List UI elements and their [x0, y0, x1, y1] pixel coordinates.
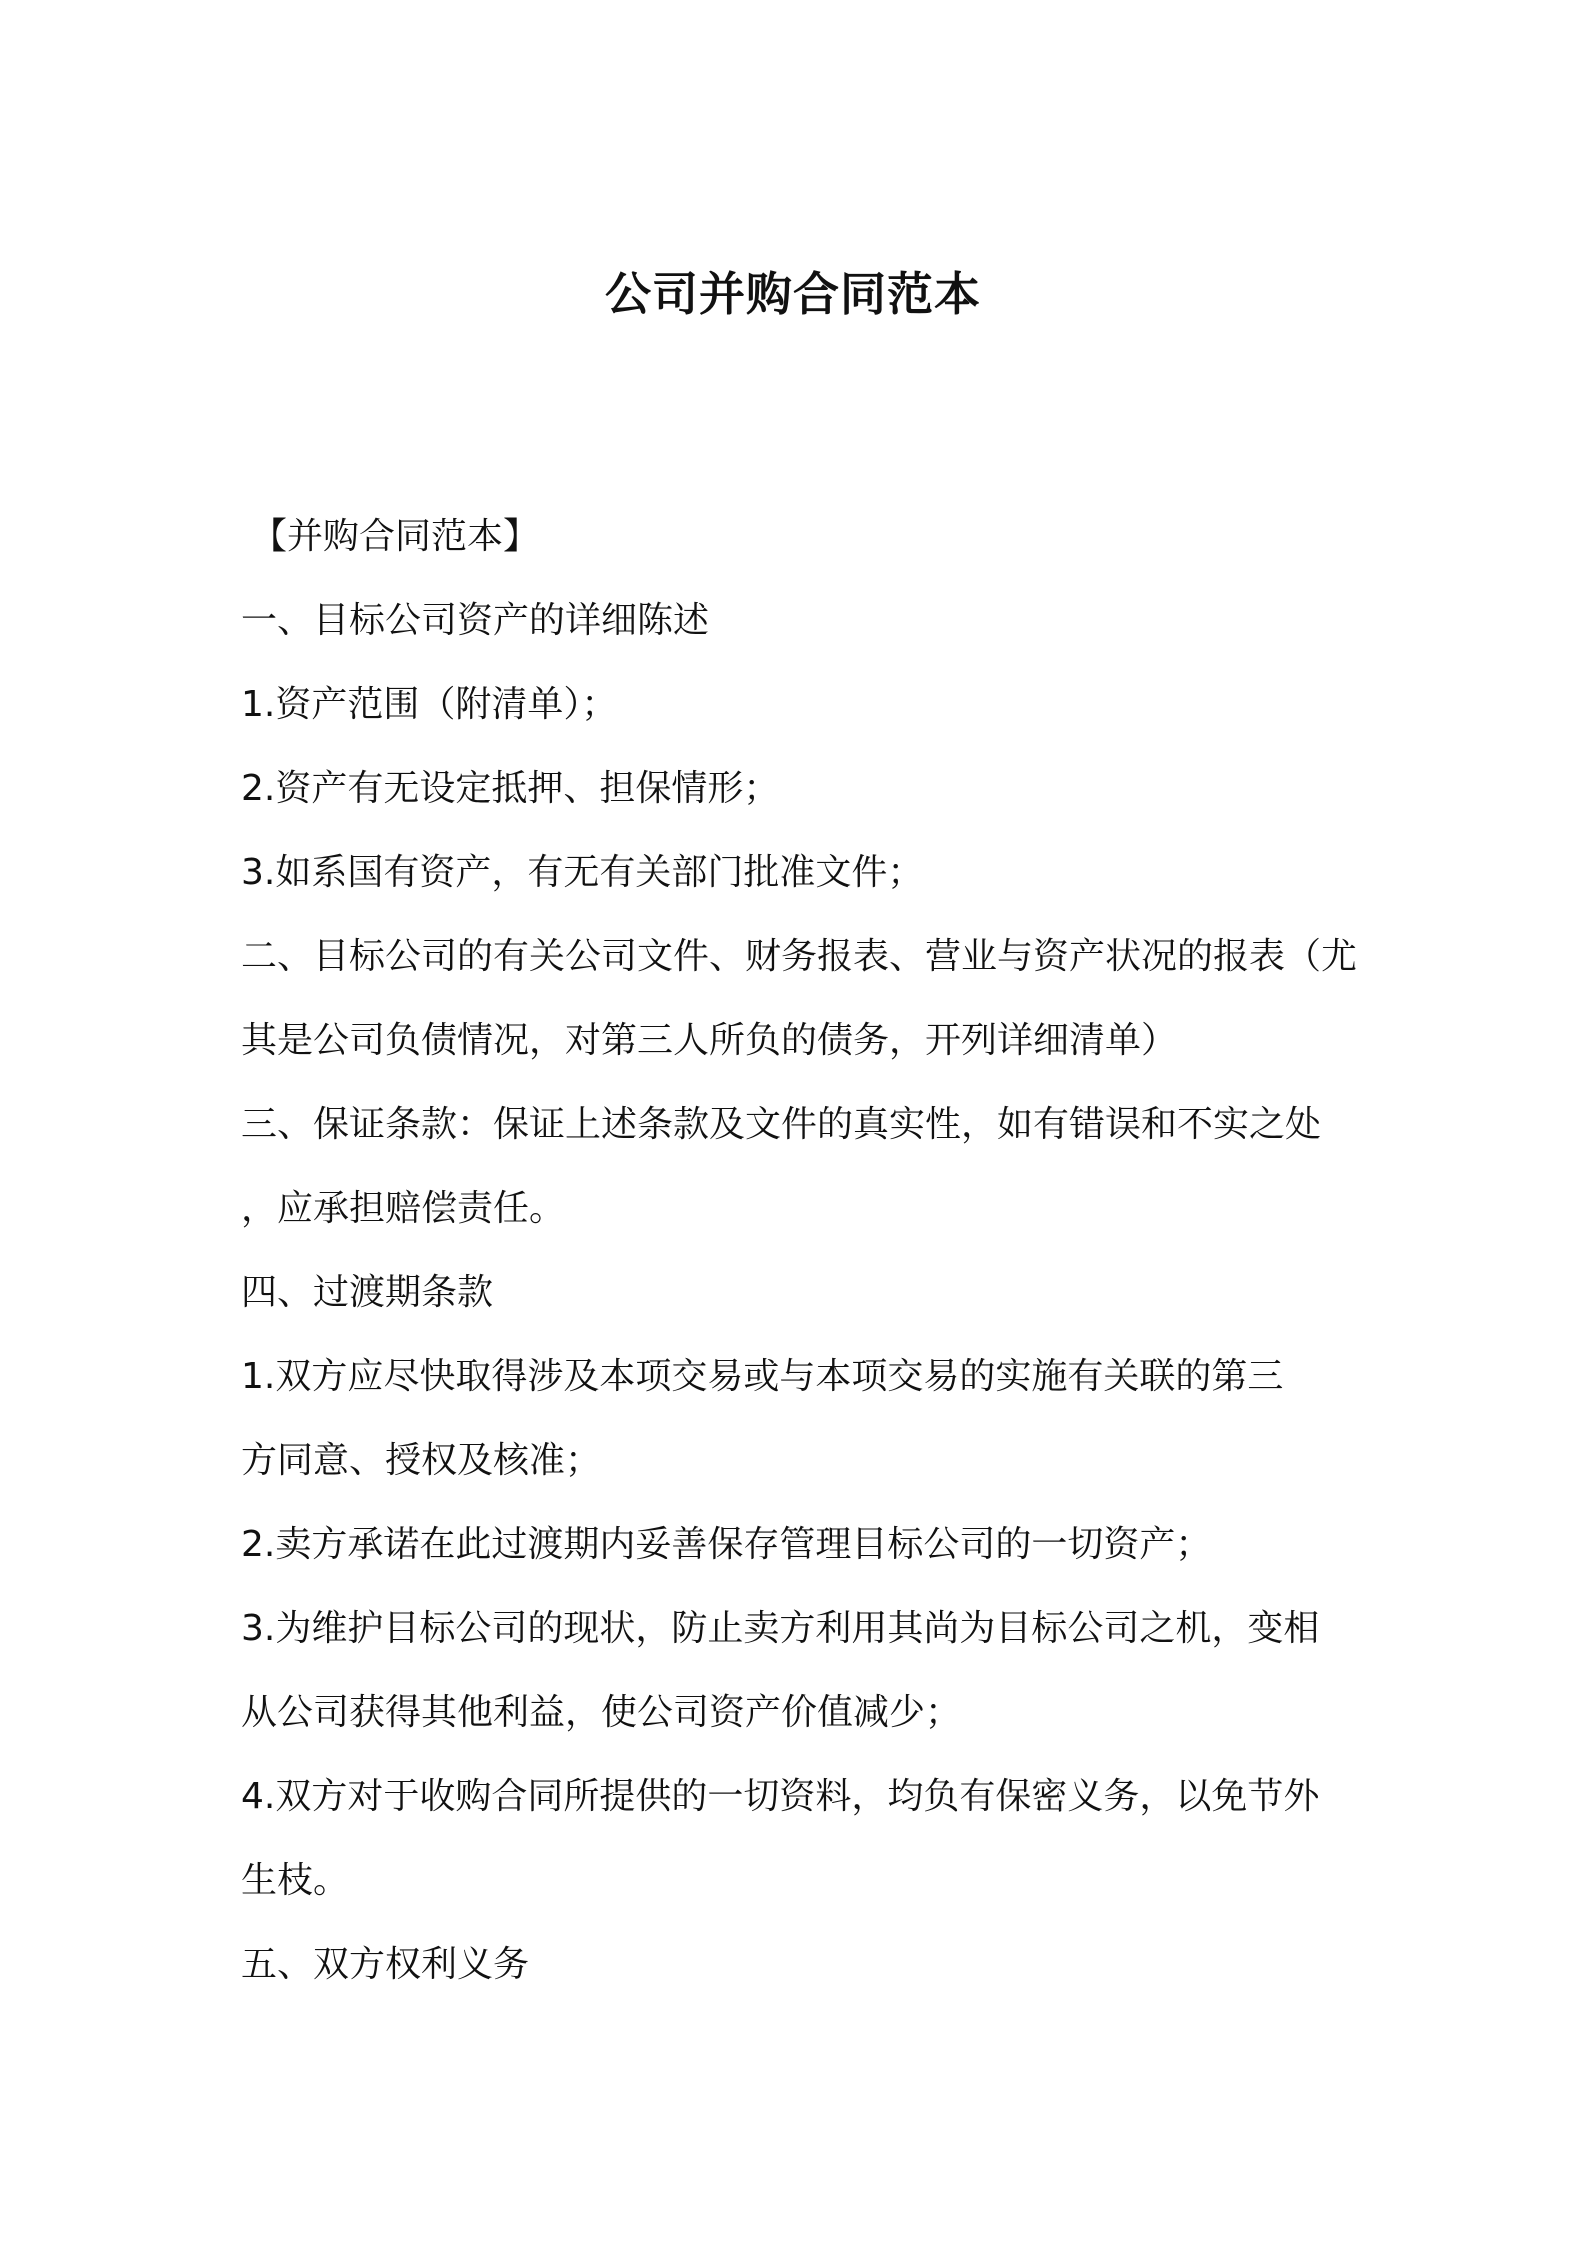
document-title: 公司并购合同范本 [605, 267, 981, 321]
body-line: 1.资产范围（附清单）； [241, 684, 618, 725]
body-line: 其是公司负债情况，对第三人所负的债务，开列详细清单） [241, 1020, 1178, 1061]
document-body [241, 495, 1358, 2007]
body-line: 1.双方应尽快取得涉及本项交易或与本项交易的实施有关联的第三 [241, 1356, 1284, 1397]
section-heading-3: 三、保证条款：保证上述条款及文件的真实性，如有错误和不实之处 [241, 1104, 1322, 1145]
section-heading-4: 四、过渡期条款 [241, 1272, 494, 1313]
body-line: 3.如系国有资产，有无有关部门批准文件； [241, 852, 924, 893]
body-line: 2.资产有无设定抵押、担保情形； [241, 768, 780, 809]
section-heading-5: 五、双方权利义务 [241, 1944, 530, 1985]
body-line: 3.为维护目标公司的现状，防止卖方利用其尚为目标公司之机，变相 [241, 1608, 1320, 1649]
body-line: 4.双方对于收购合同所提供的一切资料，均负有保密义务，以免节外 [241, 1776, 1320, 1817]
section-heading-sample: 【并购合同范本】 [251, 516, 540, 557]
body-line: ，应承担赔偿责任。 [241, 1188, 566, 1229]
section-heading-2: 二、目标公司的有关公司文件、财务报表、营业与资产状况的报表（尤 [241, 936, 1358, 977]
section-heading-1: 一、目标公司资产的详细陈述 [241, 600, 710, 641]
body-line: 2.卖方承诺在此过渡期内妥善保存管理目标公司的一切资产； [241, 1524, 1212, 1565]
body-line: 方同意、授权及核准； [241, 1440, 602, 1481]
body-line: 从公司获得其他利益，使公司资产价值减少； [241, 1692, 962, 1733]
body-line: 生枝。 [241, 1860, 350, 1901]
